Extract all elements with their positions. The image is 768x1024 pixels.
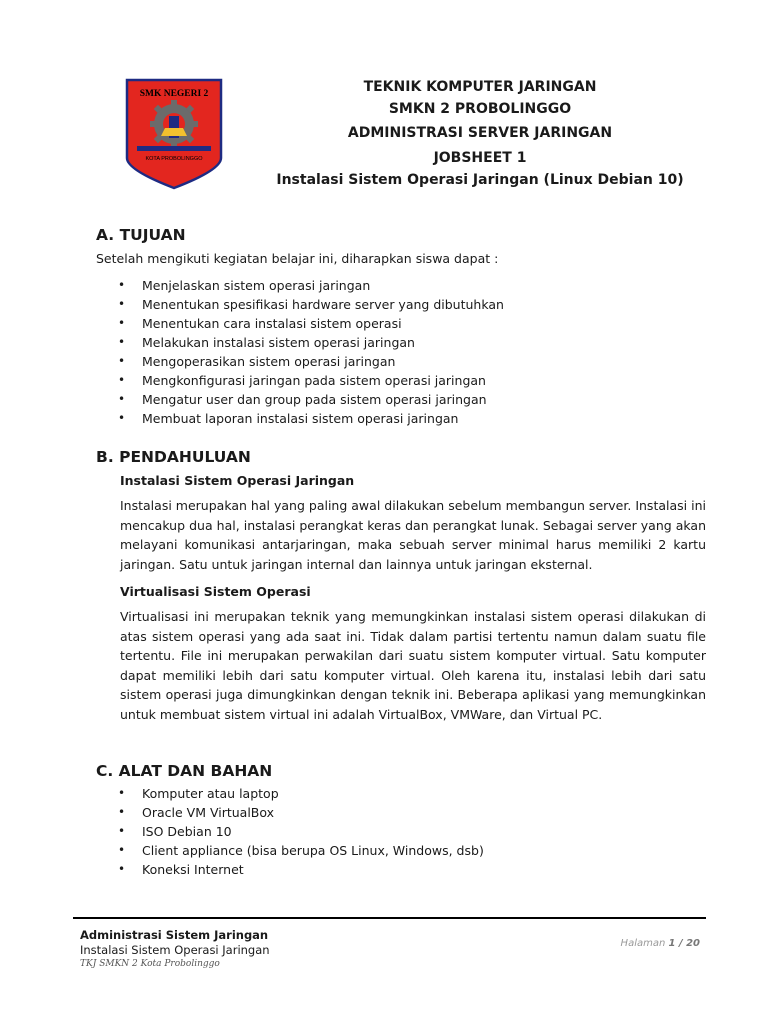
gear-icon (150, 100, 198, 148)
footer-topic: Instalasi Sistem Operasi Jaringan (80, 943, 270, 957)
list-item: • Menentukan spesifikasi hardware server yang dibutuhkan (118, 295, 504, 314)
section-c-list (118, 784, 484, 879)
section-a-list (118, 276, 504, 428)
list-item: • Koneksi Internet (118, 860, 484, 879)
page-value: 1 / 20 (668, 938, 700, 949)
list-item: • Menjelaskan sistem operasi jaringan (118, 276, 504, 295)
header-line-4: JOBSHEET 1 (433, 150, 527, 166)
list-item: • ISO Debian 10 (118, 822, 484, 841)
list-item: • Mengoperasikan sistem operasi jaringan (118, 352, 504, 371)
header-line-2: SMKN 2 PROBOLINGGO (388, 101, 572, 117)
section-b-paragraph-2: Virtualisasi ini merupakan teknik yang memungkinkan instalasi sistem operasi dilakukan di atas sistem operasi yang ada saat ini. Tidak dalam partisi tertentu namun dalam suatu file tertentu. File ini merupakan perwakilan dari suatu sistem komputer virtual. Satu komputer dapat memiliki lebih dari satu komputer virtual. Oleh karena itu, instalasi lebih dari satu sistem operasi juga dimungkinkan dengan teknik ini. Beberapa aplikasi yang memungkinkan untuk membuat sistem virtual ini adalah VirtualBox, VMWare, dan Virtual PC. (120, 609, 706, 722)
section-c-title: C. ALAT DAN BAHAN (96, 762, 273, 780)
list-item: • Mengatur user dan group pada sistem operasi jaringan (118, 390, 504, 409)
section-b-subhead-2: Virtualisasi Sistem Operasi (120, 584, 311, 599)
section-b-paragraph-1: Instalasi merupakan hal yang paling awal dilakukan sebelum membangun server. Instalasi ini mencakup dua hal, instalasi perangkat keras dan perangkat lunak. Sebagai server yang akan melayani komunikasi antarjaringan, maka sebuah server minimal harus memiliki 2 kartu jaringan. Satu untuk jaringan internal dan lainnya untuk jaringan eksternal. (120, 498, 706, 572)
list-item: • Komputer atau laptop (118, 784, 484, 803)
footer-divider (73, 917, 706, 919)
list-item: • Membuat laporan instalasi sistem operasi jaringan (118, 409, 504, 428)
list-item: • Menentukan cara instalasi sistem operasi (118, 314, 504, 333)
list-item: • Melakukan instalasi sistem operasi jaringan (118, 333, 504, 352)
page-number (600, 938, 700, 949)
footer-course: Administrasi Sistem Jaringan (80, 928, 269, 942)
list-item: • Client appliance (bisa berupa OS Linux, Windows, dsb) (118, 841, 484, 860)
list-item: • Oracle VM VirtualBox (118, 803, 484, 822)
page-label: Halaman (620, 938, 666, 949)
list-item: • Mengkonfigurasi jaringan pada sistem operasi jaringan (118, 371, 504, 390)
section-b-title: B. PENDAHULUAN (96, 448, 251, 466)
logo-top-text: SMK NEGERI 2 (139, 89, 209, 99)
logo-bottom-text: KOTA PROBOLINGGO (145, 156, 203, 162)
section-a-intro: Setelah mengikuti kegiatan belajar ini, diharapkan siswa dapat : (96, 251, 499, 266)
section-a-title: A. TUJUAN (96, 226, 186, 244)
school-logo (125, 78, 223, 190)
header-line-1: TEKNIK KOMPUTER JARINGAN (363, 79, 597, 95)
section-b-subhead-1: Instalasi Sistem Operasi Jaringan (120, 473, 355, 488)
logo-blue-band (137, 146, 211, 151)
header-line-5: Instalasi Sistem Operasi Jaringan (Linux Debian 10) (276, 172, 684, 188)
header-line-3: ADMINISTRASI SERVER JARINGAN (347, 125, 613, 141)
footer-school: TKJ SMKN 2 Kota Probolinggo (80, 959, 220, 969)
